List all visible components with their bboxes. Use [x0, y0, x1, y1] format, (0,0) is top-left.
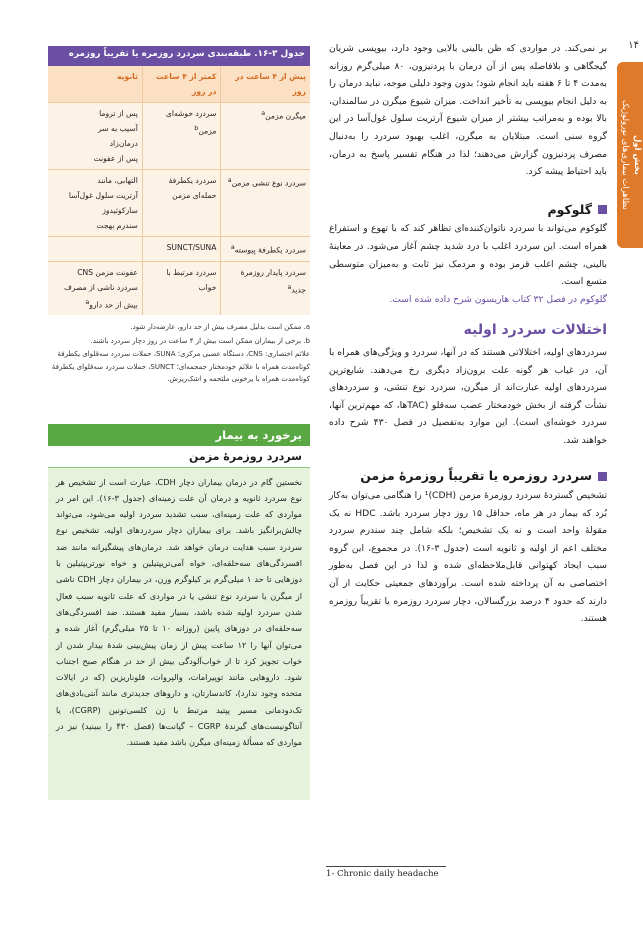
chapter-side-tab: [617, 62, 643, 248]
table-cell: سردرد نوع تنشی مزمن$^a$: [221, 170, 310, 237]
glaucoma-heading: گلوکوم: [329, 201, 607, 219]
intro-paragraph: بر نمی‌کند. در مواردی که ظن بالینی بالایی وجود دارد، بیوپسی شریان گیجگاهی و بلافاصله پس از آن درمان با پردنیزون، ۸۰ میلی‌گرم روزانه به‌مدت ۴ تا ۶ هفته باید انجام شود؛ بدون وجود دلیلی موجه، نباید درمان را به دلیل انجام بیوپسی به تأخیر انداخت. میزان شیوع میگرن در سالمندان، بالا بوده و به‌مراتب بیشتر از میزان شیوع آرتریت سلول غول‌آسا در این گروه سنی است. مبتلایان به میگرن، اغلب بهبود سردرد را به‌دنبال مصرف پردنیزون گزارش می‌دهند؛ لذا در هنگام تفسیر پاسخ به درمان، باید احتیاط پیشه کرد.: [329, 43, 607, 178]
table-cell: [48, 237, 142, 262]
table-cell: سردرد مرتبط با خواب: [142, 261, 221, 315]
primary-headache-paragraph: سردردهای اولیه، اختلالاتی هستند که در آنها، سردرد و ویژگی‌های همراه با آن، در غیاب هر گونه علت برون‌زاد دیگری رخ می‌دهند. شایع‌ترین سردردهای اولیه عبارت‌اند از میگرن، سردرد نوع تنشی، و سردردهای نشأت گرفته از بخش خودمختار عصب سه‌قلو (TACها، که مهم‌ترین آنها، سردرد خوشه‌ای است). این موارد به‌تفصیل در فصل ۴۳۰ شرح داده خواهند شد.: [329, 346, 608, 446]
side-tab-part: بخش اول: [632, 135, 642, 175]
cdh-heading: سردرد روزمره یا تقریباً روزمرهٔ مزمن: [329, 467, 607, 485]
glaucoma-reference: گلوکوم در فصل ۳۲ کتاب هاریسون شرح داده شده است.: [389, 293, 607, 305]
cdh-classification-table: [48, 66, 310, 315]
table-cell: سردرد یکطرفهٔ پیوسته$^a$: [221, 237, 310, 262]
table-title: جدول ۳-۱۶. طبقه‌بندی سردرد روزمره یا تقریباً روزمره: [48, 46, 310, 66]
footnote-divider: [326, 866, 446, 867]
table-header-cell: پیش از ۴ ساعت در روز: [221, 66, 310, 103]
table-header-cell: کمتر از ۴ ساعت در روز: [142, 66, 221, 103]
approach-subheading: سردرد روزمرهٔ مزمن: [48, 446, 310, 468]
right-column: [329, 40, 607, 628]
table-header-cell: ثانویه: [48, 66, 142, 103]
square-bullet-icon: [598, 472, 607, 481]
table-footnote: b. برخی از بیماران ممکن است بیش از ۴ ساعت در روز دچار سردرد باشند.: [90, 336, 310, 345]
table-row: [48, 170, 310, 237]
approach-body: نخستین گام در درمان بیماران دچار CDH، عبارت است از تشخیص هر نوع سردرد ثانویه و درمان آن علت زمینه‌ای (جدول ۳-۱۶). این امر در مواردی که علت زمینه‌ای، سبب تشدید سردرد اولیه می‌شود، می‌تواند چالش‌برانگیز باشد. برای بیماران دچار سردردهای اولیه، تشخیص نوع سردرد سبب هدایت درمان خواهد شد. درمان‌های پیشگیرانه مانند ضد افسردگی‌های سه‌حلقه‌ای، خواه آمی‌تریپتیلین و خواه نورتریپتیلین با دوزهایی تا حد ۱ میلی‌گرم بر کیلوگرم وزن، در بیماران دچار CDH ناشی از میگرن یا سردرد نوع تنشی یا در مواردی که علت ثانویه سبب فعال شدن سردرد اولیه شده باشد، بسیار مفید هستند. ضد افسردگی‌های سه‌حلقه‌ای در دوزهای پایین (روزانه ۱۰ تا ۲۵ میلی‌گرم) آغاز شده و می‌توان آنها را ۱۲ ساعت پیش از زمان پیش‌بینی شدهٔ بیدار شدن از خواب تجویز کرد تا از خواب‌آلودگی بیش از حد در هنگام صبح اجتناب شود. داروهایی مانند توپیرامات، والپروات، فلوناریزین (که در ایالات متحده وجود ندارد)، کاندسارتان، و داروهای جدیدتری مانند آنتی‌بادی‌های تک‌دودمانی مسیر پپتید مرتبط با ژن کلسی‌تونین (CGRP)، یا آنتاگونیست‌های گیرندهٔ CGRP – گپانت‌ها (فصل ۴۳۰ را ببینید) نیز در مواردی که مسألهٔ زمینه‌ای میگرن باشد مفید هستند.: [48, 468, 310, 800]
table-cell: سردرد پایدار روزمرهٔ جدید$^a$: [221, 261, 310, 315]
glaucoma-paragraph: گلوکوم می‌تواند با سردرد ناتوان‌کننده‌ای تظاهر کند که با تهوع و استفراغ همراه است. این سردرد اغلب با درد شدید چشم آغاز می‌شود. در معاینهٔ بالینی، چشم اغلب قرمز بوده و مردمک نیز ثابت و به‌میزان متوسطی متسع است.: [329, 223, 607, 288]
cdh-paragraph: تشخیص گستردهٔ سردرد روزمرهٔ مزمن (CDH)¹ را هنگامی می‌توان به‌کار بُرد که بیمار در هر ماه، حداقل ۱۵ روز دچار سردرد باشد. HDC نه یک مقولهٔ واحد است و نه یک تشخیص؛ بلکه شامل چند سندرم سردرد مختلف اعم از اولیه و ثانویه است (جدول ۳-۱۶). در مجموع، این گروه سبب ایجاد کهتوانی قابل‌ملاحظه‌ای شده و لذا در این فصل به‌طور اختصاصی به آن پرداخته شده است. برآوردهای جمعیتی حکایت از آن دارند که حدود ۴ درصد بزرگسالان، دچار سردرد روزمره یا تقریباً روزمره هستند.: [329, 490, 608, 625]
square-bullet-icon: [598, 205, 607, 214]
table-cell: پس از تروما آسیب به سر درمان‌زاد پس از عفونت: [48, 103, 142, 170]
table-row: [48, 103, 310, 170]
left-column: [48, 46, 310, 800]
table-header-row: [48, 66, 310, 103]
approach-heading: برخورد به بیمار: [48, 424, 310, 446]
table-cell: عفونت مزمن CNS سردرد ناشی از مصرف بیش از حد دارو$^a$: [48, 261, 142, 315]
table-cell: سردرد خوشه‌ای مزمن$^b$: [142, 103, 221, 170]
page-footnote: 1- Chronic daily headache: [326, 869, 439, 879]
table-cell: التهابی، مانند آرتریت سلول غول‌آسا سارکوئیدوز سندرم بهجت: [48, 170, 142, 237]
table-cell: سردرد یکطرفهٔ حمله‌ای مزمن: [142, 170, 221, 237]
table-footnote: a. ممکن است بدلیل مصرف بیش از حد دارو، عارضه‌دار شود.: [130, 323, 310, 332]
table-cell: SUNCT/SUNA: [142, 237, 221, 262]
primary-headache-heading: اختلالات سردرد اولیه: [463, 322, 607, 339]
page-number: ۱۴: [628, 40, 639, 51]
table-cell: میگرن مزمن$^a$: [221, 103, 310, 170]
side-tab-subtitle: نظاهرات بیماری‌های نورولوژیک: [620, 100, 630, 210]
table-footnotes: [48, 321, 310, 386]
table-footnote: علائم اختصاری: CNS، دستگاه عصبی مرکزی؛ SUNA، حملات سردرد سه‌قلوای یکطرفهٔ کوتاه‌مدت همراه با علائم خودمختار جمجمه‌ای؛ SUNCT، حملات سردرد سه‌قلوای یکطرفهٔ کوتاه‌مدت همراه با پرخونی ملتحمه و اشک‌ریزش.: [51, 350, 310, 384]
table-row: [48, 237, 310, 262]
table-row: [48, 261, 310, 315]
